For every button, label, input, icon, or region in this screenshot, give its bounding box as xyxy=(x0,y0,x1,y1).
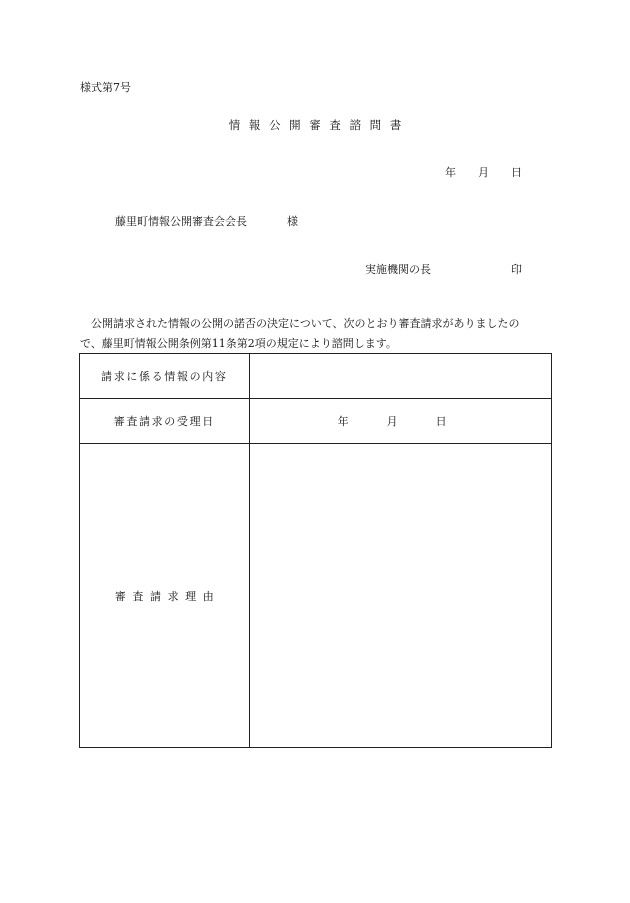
date-line xyxy=(445,167,522,178)
document-title: 情報公開審査諮問書 xyxy=(228,118,410,132)
seal-mark: 印 xyxy=(511,263,522,276)
receipt-month-label: 月 xyxy=(386,415,398,428)
receipt-year-label: 年 xyxy=(337,415,349,428)
label-requested-info: 請求に係る情報の内容 xyxy=(80,354,250,399)
label-receipt-date: 審査請求の受理日 xyxy=(80,399,250,444)
table-row-content xyxy=(80,354,552,399)
field-review-reason[interactable] xyxy=(249,444,551,748)
table-row-reason xyxy=(80,444,552,748)
field-requested-info[interactable] xyxy=(249,354,551,399)
addressee-name: 藤里町情報公開審査会会長 xyxy=(115,215,247,228)
label-review-reason: 審査請求理由 xyxy=(80,444,250,748)
sender-name: 実施機関の長 xyxy=(365,263,431,276)
date-day-label: 日 xyxy=(511,166,522,179)
addressee xyxy=(115,216,298,227)
receipt-day-label: 日 xyxy=(435,415,447,428)
field-receipt-date[interactable] xyxy=(249,399,551,444)
sender xyxy=(365,264,522,275)
addressee-honorific: 様 xyxy=(287,215,298,228)
request-info-table xyxy=(79,353,552,748)
table-row-receipt-date xyxy=(80,399,552,444)
body-line-1: 公開請求された情報の公開の諾否の決定について、次のとおり審査請求がありましたの xyxy=(91,317,520,330)
date-year-label: 年 xyxy=(445,166,456,179)
form-number: 様式第7号 xyxy=(80,81,131,94)
body-paragraph xyxy=(80,314,550,354)
date-month-label: 月 xyxy=(478,166,489,179)
body-line-2: で、藤里町情報公開条例第11条第2項の規定により諮問します。 xyxy=(80,337,397,350)
